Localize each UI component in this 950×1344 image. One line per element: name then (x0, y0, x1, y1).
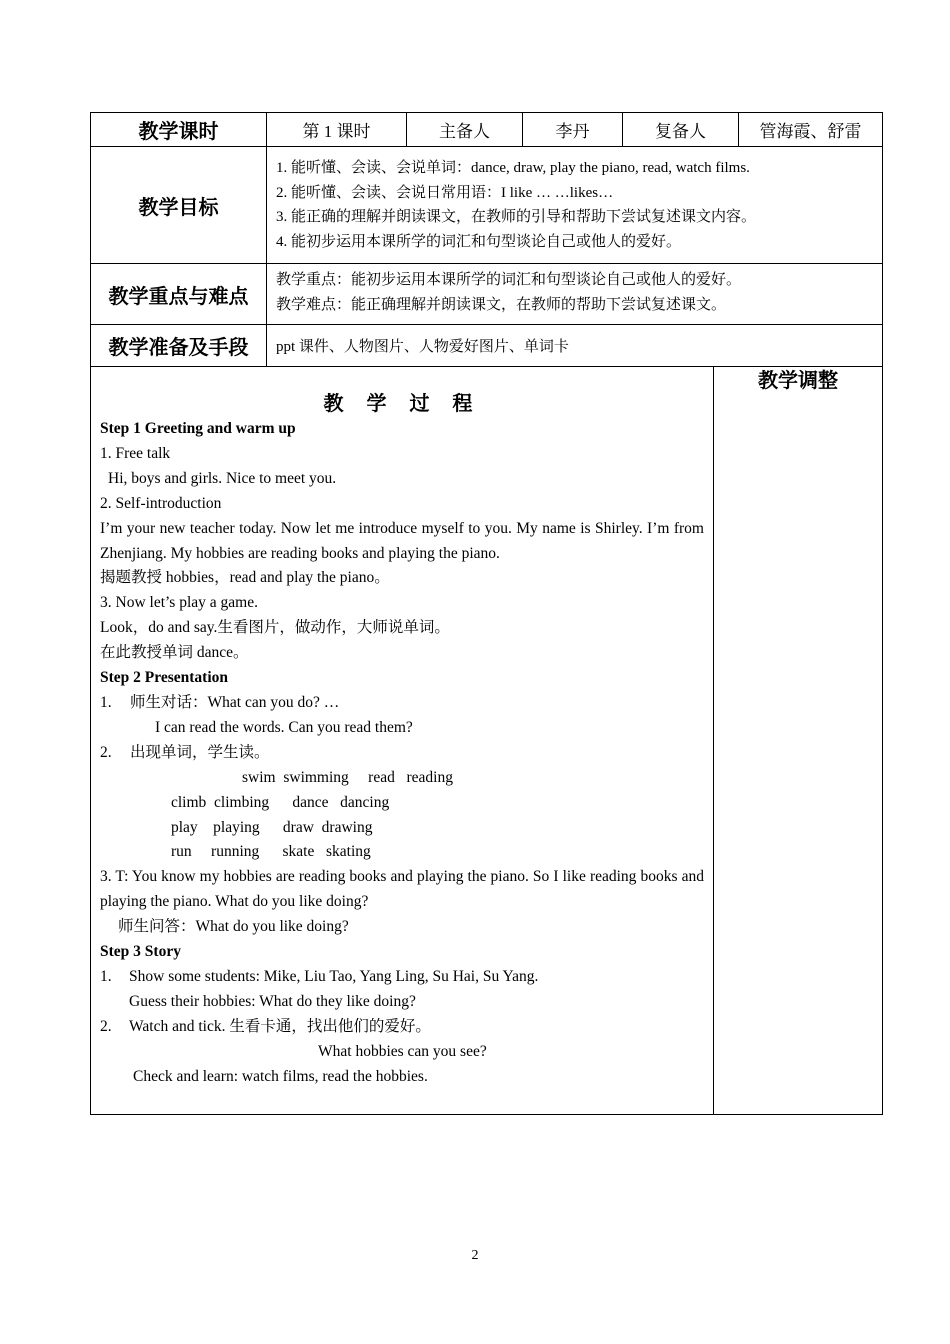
process-table (90, 366, 883, 1115)
objective-item: 3. 能正确的理解并朗读课文，在教师的引导和帮助下尝试复述课文内容。 (276, 209, 757, 225)
objectives-content (267, 147, 883, 264)
preparation-label: 教学准备及手段 (91, 325, 267, 367)
teaching-adjustment (714, 367, 883, 1115)
word-pair-line: run running skate skating (171, 843, 371, 861)
process-line: I can read the words. Can you read them? (155, 718, 413, 736)
process-line: 在此教授单词 dance。 (100, 644, 249, 662)
process-line: Guess their hobbies: What do they like doing? (129, 992, 416, 1010)
process-line: Look，do and say.生看图片，做动作，大师说单词。 (100, 619, 450, 637)
process-paragraph: 3. T: You know my hobbies are reading books and playing the piano. So I like reading books and playing the piano. What do you like doing? (100, 868, 704, 911)
lesson-period-label: 教学课时 (91, 113, 267, 147)
process-line (100, 965, 704, 990)
process-line: 2. Self-introduction (100, 494, 222, 512)
step-2-heading: Step 2 Presentation (100, 669, 229, 687)
objective-item: 4. 能初步运用本课所学的词汇和句型谈论自己或他人的爱好。 (276, 233, 682, 250)
key-points-content (267, 264, 883, 325)
lesson-plan-table (90, 112, 882, 1115)
list-text: Show some students: Mike, Liu Tao, Yang Ling, Su Hai, Su Yang. (129, 967, 539, 985)
process-line: 揭题教授 hobbies，read and play the piano。 (100, 569, 390, 587)
adjustment-title: 教学调整 (758, 368, 838, 392)
step-1-heading: Step 1 Greeting and warm up (100, 420, 296, 437)
word-pair-line: climb climbing dance dancing (171, 793, 390, 811)
main-preparer-name: 李丹 (523, 113, 623, 147)
process-line: 3. Now let’s play a game. (100, 594, 258, 612)
word-pair-line: play playing draw drawing (171, 818, 373, 836)
process-line: 师生问答：What do you like doing? (118, 918, 349, 936)
preparation-content: ppt 课件、人物图片、人物爱好图片、单词卡 (267, 325, 883, 367)
list-number: 2. (100, 743, 112, 761)
process-line: Check and learn: watch films, read the hobbies. (133, 1067, 428, 1085)
objective-item: 2. 能听懂、会读、会说日常用语：I like … …likes… (276, 184, 614, 201)
page-number: 2 (471, 1248, 479, 1263)
process-title: 教 学 过 程 (323, 391, 481, 415)
key-point-item: 教学重点：能初步运用本课所学的词汇和句型谈论自己或他人的爱好。 (276, 272, 742, 288)
list-text: Watch and tick. 生看卡通，找出他们的爱好。 (129, 1017, 431, 1035)
process-line: 1. Free talk (100, 444, 171, 462)
step-3-heading: Step 3 Story (100, 943, 181, 961)
list-number: 1. (100, 967, 112, 985)
list-number: 1. (100, 693, 112, 711)
key-point-item: 教学难点：能正确理解并朗读课文，在教师的帮助下尝试复述课文。 (276, 297, 727, 313)
process-line: Hi, boys and girls. Nice to meet you. (108, 469, 337, 487)
objective-item: 1. 能听懂、会读、会说单词：dance, draw, play the piano, read, watch films. (276, 160, 750, 176)
process-line (100, 1015, 704, 1040)
word-pair-line: swim swimming read reading (242, 768, 453, 786)
process-paragraph: I’m your new teacher today. Now let me introduce myself to you. My name is Shirley. I’m from Zhenjiang. My hobbies are reading books and playing the piano. (100, 519, 704, 562)
teaching-process (91, 367, 714, 1115)
list-text: 出现单词，学生读。 (130, 743, 270, 761)
process-line (100, 691, 704, 716)
process-line (100, 741, 704, 766)
key-points-label: 教学重点与难点 (91, 264, 267, 325)
co-preparer-label: 复备人 (623, 113, 739, 147)
list-text: 师生对话：What can you do? … (130, 693, 340, 711)
lesson-meta-table (90, 112, 883, 367)
lesson-number: 第 1 课时 (267, 113, 407, 147)
list-number: 2. (100, 1017, 112, 1035)
co-preparer-names: 管海霞、舒雷 (739, 113, 883, 147)
objectives-label: 教学目标 (91, 147, 267, 264)
process-line: What hobbies can you see? (318, 1042, 487, 1060)
main-preparer-label: 主备人 (407, 113, 523, 147)
